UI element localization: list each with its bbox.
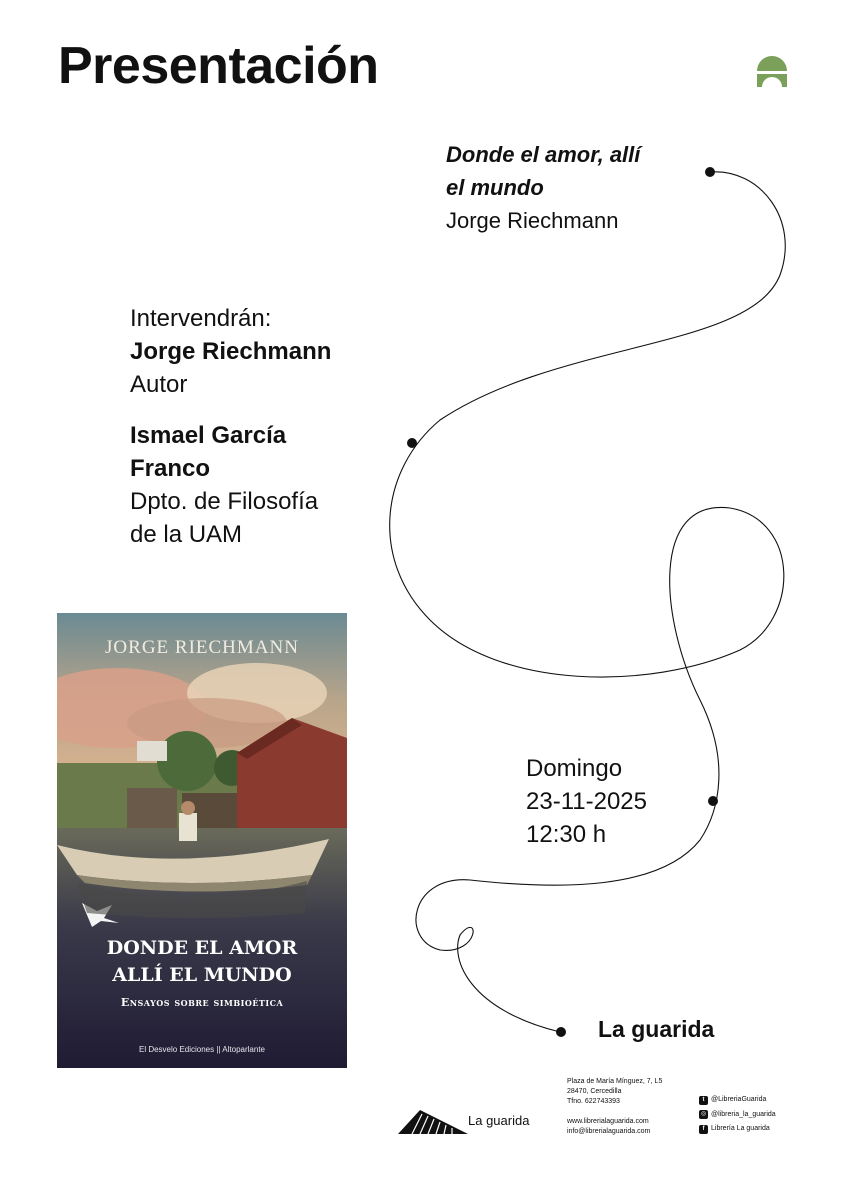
speaker-role-line1: Dpto. de Filosofía bbox=[130, 488, 319, 515]
book-info bbox=[446, 138, 640, 237]
facebook-page[interactable]: Librería La guarida bbox=[711, 1125, 770, 1132]
book-cover bbox=[57, 613, 347, 1068]
event-day: Domingo bbox=[526, 755, 623, 782]
cover-subtitle: Ensayos sobre simbioética bbox=[120, 996, 284, 1009]
book-author: Jorge Riechmann bbox=[446, 208, 619, 233]
cover-title-line2: ALLÍ EL MUNDO bbox=[112, 964, 292, 986]
instagram-icon: ◎ bbox=[700, 1111, 707, 1118]
event-date: 23-11-2025 bbox=[526, 788, 647, 815]
event-datetime bbox=[526, 752, 647, 851]
speaker-role: Autor bbox=[130, 371, 188, 398]
book-title-line1: Donde el amor, allí bbox=[446, 142, 641, 167]
event-time: 12:30 h bbox=[526, 821, 607, 848]
twitter-icon: t bbox=[699, 1096, 708, 1105]
footer-social bbox=[699, 1093, 776, 1137]
footer-address bbox=[567, 1077, 662, 1107]
cover-author: JORGE RIECHMANN bbox=[105, 637, 299, 658]
page-title: Presentación bbox=[58, 37, 379, 95]
speaker-role-line2: de la UAM bbox=[130, 521, 243, 548]
book-title-line2: el mundo bbox=[446, 175, 544, 200]
twitter-handle[interactable]: @LibreriaGuarida bbox=[711, 1096, 767, 1103]
footer-brand: La guarida bbox=[468, 1113, 530, 1128]
speaker-name-line1: Ismael García bbox=[130, 422, 287, 449]
cover-title bbox=[57, 935, 347, 989]
path-dot bbox=[556, 1027, 566, 1037]
website-link[interactable]: www.librerialaguarida.com bbox=[567, 1118, 649, 1125]
phone: Tfno. 622743393 bbox=[567, 1098, 620, 1105]
speakers-intro: Intervendrán: bbox=[130, 305, 272, 332]
footer-contact bbox=[567, 1117, 650, 1137]
cover-publisher: El Desvelo Ediciones || Altoparlante bbox=[138, 1045, 265, 1054]
facebook-icon: f bbox=[699, 1125, 708, 1134]
event-venue: La guarida bbox=[598, 1016, 715, 1042]
speakers-block bbox=[130, 302, 331, 551]
la-guarida-mark-icon bbox=[398, 1108, 468, 1134]
cover-title-line1: DONDE EL AMOR bbox=[106, 937, 298, 959]
path-dot bbox=[407, 438, 417, 448]
address-line1: Plaza de María Mínguez, 7, L5 bbox=[567, 1078, 663, 1085]
path-dot bbox=[705, 167, 715, 177]
address-line2: 28470, Cercedilla bbox=[567, 1088, 622, 1095]
speaker-name: Jorge Riechmann bbox=[130, 338, 332, 365]
instagram-handle[interactable]: @libreria_la_guarida bbox=[711, 1110, 776, 1118]
path-dot bbox=[708, 796, 718, 806]
speaker-name-line2: Franco bbox=[130, 455, 211, 482]
email-link[interactable]: info@librerialaguarida.com bbox=[567, 1128, 651, 1135]
